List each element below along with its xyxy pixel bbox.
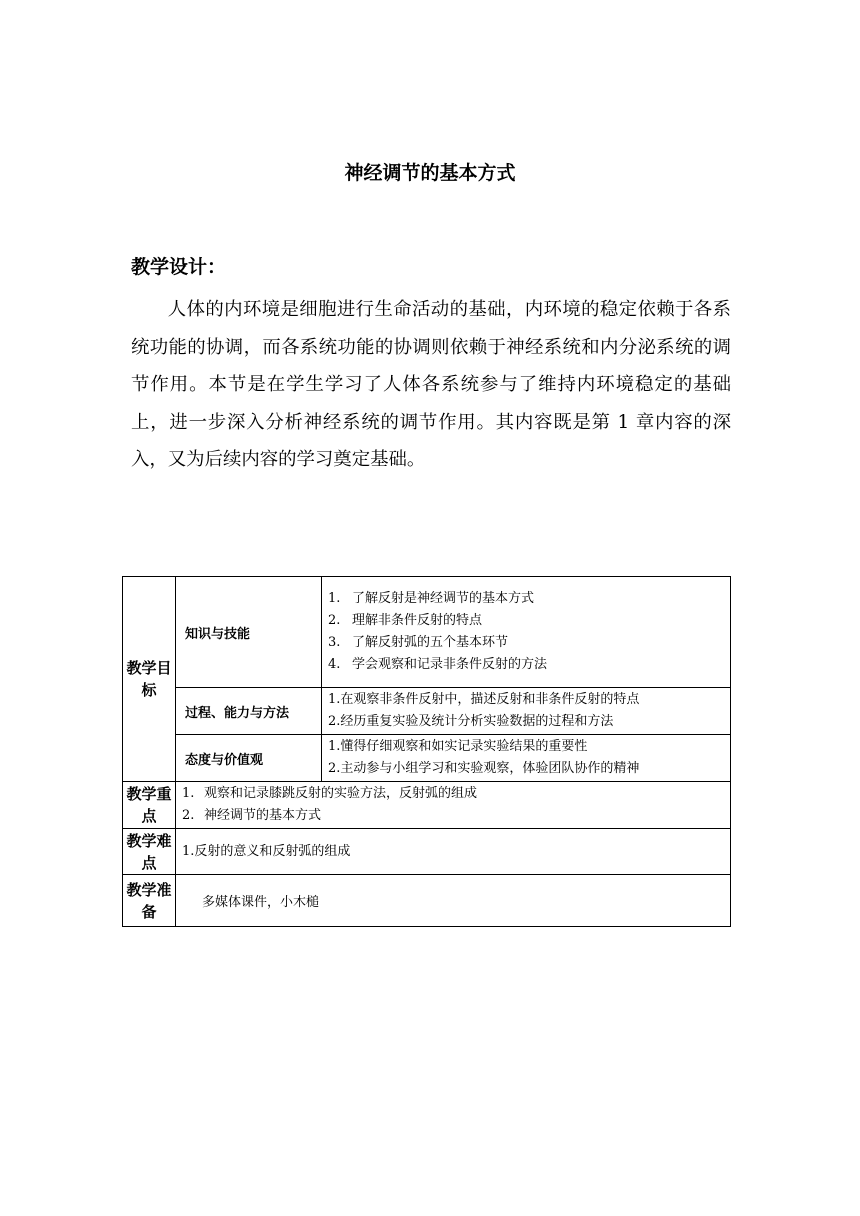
lesson-plan-table xyxy=(122,576,731,927)
list-item: 2.经历重复实验及统计分析实验数据的过程和方法 xyxy=(328,714,614,729)
process-content xyxy=(322,688,731,735)
list-item: 1.反射的意义和反射弧的组成 xyxy=(182,843,351,859)
list-item: 1.懂得仔细观察和如实记录实验结果的重要性 xyxy=(328,739,588,754)
attitude-content xyxy=(322,735,731,782)
key-points-content xyxy=(176,782,731,829)
attitude-label: 态度与价值观 xyxy=(176,735,322,782)
list-item: 1. 了解反射是神经调节的基本方式 xyxy=(328,591,535,606)
list-item: 2. 理解非条件反射的特点 xyxy=(328,613,483,628)
key-points-label: 教学重点 xyxy=(123,782,176,829)
objectives-label: 教学目标 xyxy=(123,577,176,782)
preparation-label: 教学准备 xyxy=(123,875,176,927)
knowledge-label: 知识与技能 xyxy=(176,577,322,688)
table-row xyxy=(123,688,731,735)
list-item: 1.在观察非条件反射中，描述反射和非条件反射的特点 xyxy=(328,692,640,707)
table-row xyxy=(123,829,731,875)
list-item: 1. 观察和记录膝跳反射的实验方法，反射弧的组成 xyxy=(182,786,478,801)
table-row xyxy=(123,782,731,829)
list-item: 4. 学会观察和记录非条件反射的方法 xyxy=(328,657,548,672)
preparation-content: 多媒体课件，小木槌 xyxy=(176,875,731,927)
section-heading: 教学设计： xyxy=(131,256,227,278)
intro-paragraph: 人体的内环境是细胞进行生命活动的基础，内环境的稳定依赖于各系统功能的协调，而各系统功能的协调则依赖于神经系统和内分泌系统的调节作用。本节是在学生学习了人体各系统参与了维持内环境稳定的基础上，进一步深入分析神经系统的调节作用。其内容既是第 1 章内容的深入，又为后续内容的学习奠定基础。 xyxy=(131,299,731,470)
list-item: 2. 神经调节的基本方式 xyxy=(182,808,322,823)
document-title: 神经调节的基本方式 xyxy=(344,162,516,184)
difficulties-content xyxy=(176,829,731,875)
knowledge-content xyxy=(322,577,731,688)
table-row xyxy=(123,735,731,782)
list-item: 2.主动参与小组学习和实验观察，体验团队协作的精神 xyxy=(328,761,640,776)
difficulties-label: 教学难点 xyxy=(123,829,176,875)
table-row xyxy=(123,875,731,927)
table-row xyxy=(123,577,731,688)
list-item: 3. 了解反射弧的五个基本环节 xyxy=(328,635,509,650)
process-label: 过程、能力与方法 xyxy=(176,688,322,735)
